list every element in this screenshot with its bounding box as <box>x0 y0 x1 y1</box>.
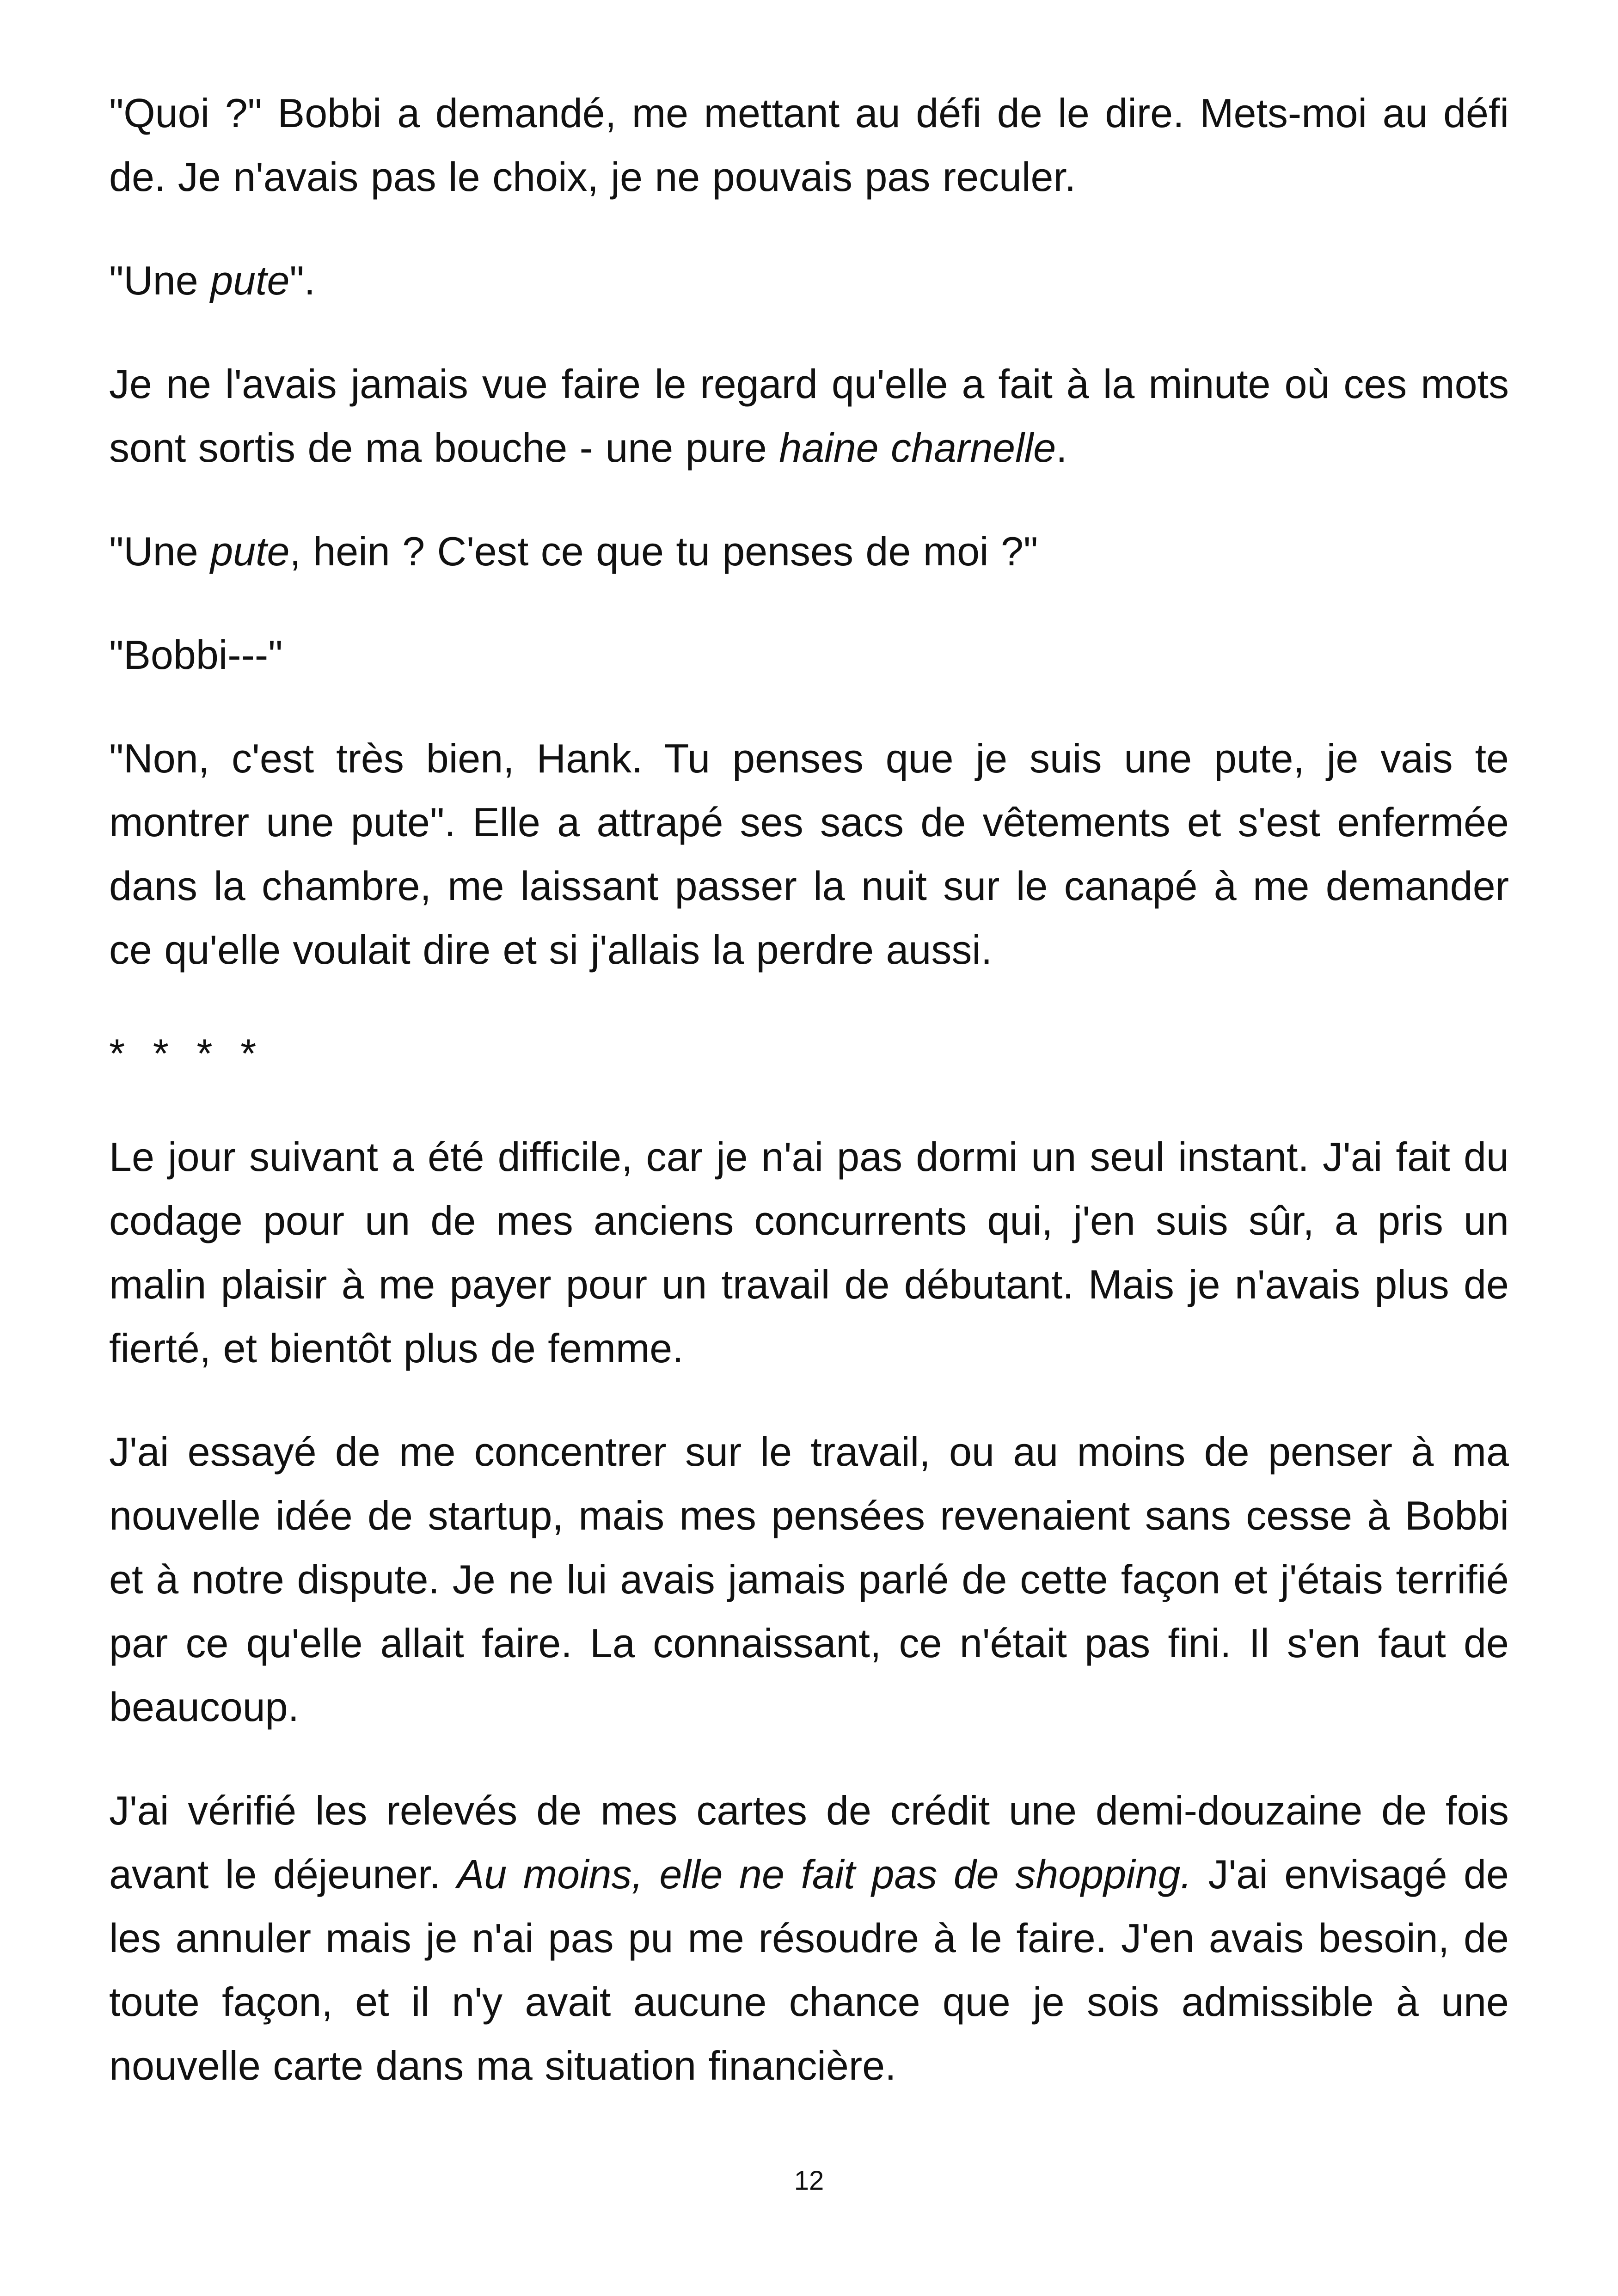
text-run: "Bobbi---" <box>109 632 283 678</box>
text-run: ". <box>289 257 316 303</box>
text-run: , hein ? C'est ce que tu penses de moi ?" <box>289 528 1038 574</box>
text-run: "Non, c'est très bien, Hank. Tu penses que je suis une pute, je vais te montrer une pute". Elle a attrapé ses sacs de vêtements et s'est enfermée dans la chambre, me laissant passer la nuit sur le canapé à me demander ce qu'elle voulait dire et si j'allais la perdre aussi. <box>109 735 1509 973</box>
body-text <box>109 81 1509 2137</box>
scene-separator: * * * * <box>109 1030 265 1076</box>
paragraph <box>109 520 1509 583</box>
paragraph <box>109 1125 1509 1380</box>
paragraph <box>109 727 1509 982</box>
text-run: Le jour suivant a été difficile, car je n'ai pas dormi un seul instant. J'ai fait du codage pour un de mes anciens concurrents qui, j'en suis sûr, a pris un malin plaisir à me payer pour un travail de débutant. Mais je n'avais plus de fierté, et bientôt plus de femme. <box>109 1134 1509 1371</box>
italic-text: pute <box>210 257 290 303</box>
paragraph <box>109 1420 1509 1739</box>
text-run: J'ai vérifié les relevés de mes cartes de crédit une demi-douzaine de fois avant le déjeuner. <box>109 1788 1509 1897</box>
paragraph <box>109 1779 1509 2098</box>
italic-text: pute <box>210 528 290 574</box>
text-run: . <box>1056 425 1067 471</box>
text-run: "Quoi ?" Bobbi a demandé, me mettant au défi de le dire. Mets-moi au défi de. Je n'avais pas le choix, je ne pouvais pas reculer. <box>109 90 1509 200</box>
text-run: J'ai envisagé de les annuler mais je n'ai pas pu me résoudre à le faire. J'en avais besoin, de toute façon, et il n'y avait aucune chance que je sois admissible à une nouvelle carte dans ma situation financière. <box>109 1851 1509 2088</box>
paragraph <box>109 623 1509 687</box>
paragraph <box>109 81 1509 209</box>
page-number: 12 <box>794 2166 824 2196</box>
paragraph <box>109 249 1509 312</box>
italic-text: haine charnelle <box>779 425 1056 471</box>
italic-text: Au moins, elle ne fait pas de shopping. <box>457 1851 1192 1897</box>
text-run: Je ne l'avais jamais vue faire le regard qu'elle a fait à la minute où ces mots sont sortis de ma bouche - une pure <box>109 361 1509 471</box>
text-run: "Une <box>109 257 211 303</box>
text-run: "Une <box>109 528 211 574</box>
text-run: J'ai essayé de me concentrer sur le travail, ou au moins de penser à ma nouvelle idée de startup, mais mes pensées revenaient sans cesse à Bobbi et à notre dispute. Je ne lui avais jamais parlé de cette façon et j'étais terrifié par ce qu'elle allait faire. La connaissant, ce n'était pas fini. Il s'en faut de beaucoup. <box>109 1429 1509 1730</box>
paragraph <box>109 352 1509 480</box>
